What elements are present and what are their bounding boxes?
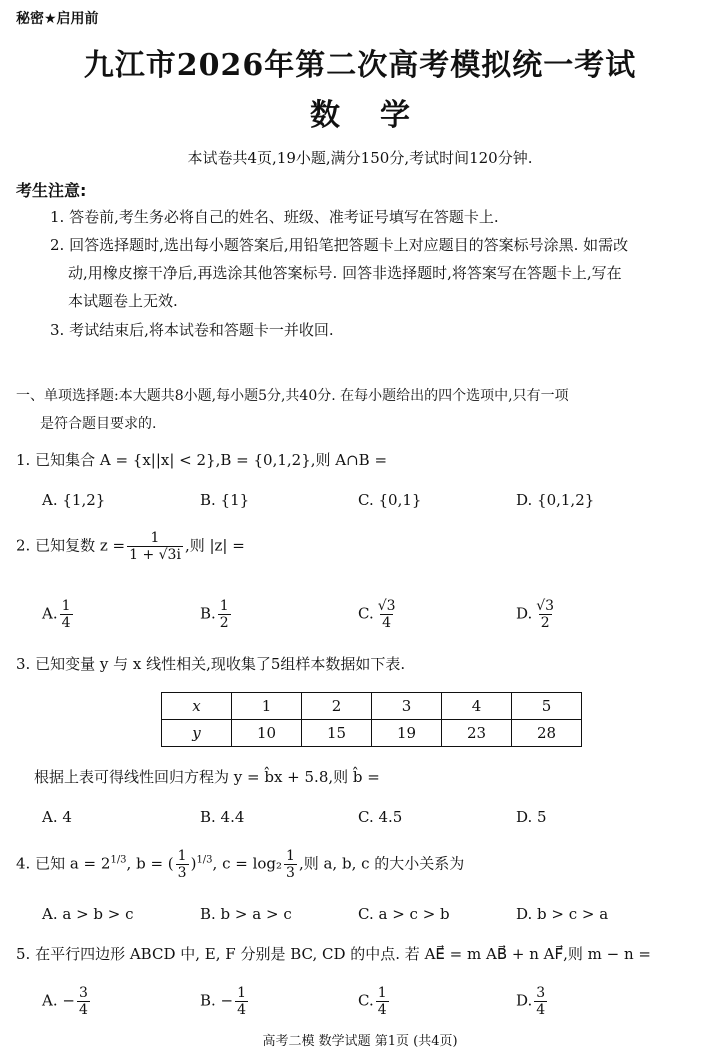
q2-c-fraction [376,598,398,631]
q5-d-label: D. [516,991,533,1010]
q4-part-2: , b = ( [126,854,174,873]
q4-b-den: 3 [177,865,187,881]
q5-option-a [42,985,92,1018]
subject-title: 数学 [310,98,450,133]
q4-part-3: ) [190,854,197,873]
q4-fraction-c [284,848,297,881]
q2-c-den: 4 [382,615,392,631]
q4-fraction-b [176,848,189,881]
q4-exponent-1: 1/3 [110,854,127,866]
table-cell: 3 [372,693,442,720]
question-4-stem [16,848,464,881]
q2-a-fraction [60,598,73,631]
q4-option-d: D. b > c > a [516,905,609,923]
notice-item-1: 1. 答卷前,考生务必将自己的姓名、班级、准考证号填写在答题卡上. [50,208,499,226]
table-row-y [162,720,582,747]
q4-c-num: 1 [286,848,295,864]
q5-c-label: C. [358,991,374,1010]
q2-denominator: 1 + √3i [129,547,181,563]
q5-option-c [358,985,391,1018]
table-cell: 28 [512,720,582,747]
q3-data-table [161,692,582,747]
q2-d-fraction [534,598,556,631]
q2-b-label: B. [200,604,216,623]
section-1-heading-cont: 是符合题目要求的. [40,416,157,432]
q5-b-num: 1 [237,985,247,1001]
table-cell: 23 [442,720,512,747]
q2-option-a [42,598,75,631]
q3-option-a: A. 4 [42,808,72,826]
q2-c-label: C. [358,604,374,623]
q5-d-den: 4 [536,1002,546,1018]
table-cell: 2 [302,693,372,720]
question-1-stem: 1. 已知集合 A = {x||x| < 2},B = {0,1,2},则 A∩B = [16,451,388,469]
q2-numerator: 1 [150,530,160,546]
q5-b-fraction [235,985,248,1018]
q2-d-num: √3 [536,598,555,614]
q2-b-fraction [218,598,231,631]
q4-exponent-2: 1/3 [196,854,213,866]
q2-fraction [127,530,183,563]
q1-option-d: D. {0,1,2} [516,491,595,509]
table-cell: 10 [232,720,302,747]
q5-a-fraction [77,985,90,1018]
y-header: y [192,724,201,742]
table-cell: 1 [232,693,302,720]
q3-option-b: B. 4.4 [200,808,245,826]
q4-c-den: 3 [286,865,295,881]
q5-c-den: 4 [377,1002,387,1018]
q2-option-c [358,598,400,631]
table-cell [162,720,232,747]
question-3-stem: 3. 已知变量 y 与 x 线性相关,现收集了5组样本数据如下表. [16,655,406,673]
notice-item-2-line-3: 本试题卷上无效. [68,292,178,310]
q1-option-b: B. {1} [200,491,250,509]
q3-follow-text: 根据上表可得线性回归方程为 y = b̂x + 5.8,则 b̂ = [34,768,380,786]
q5-b-den: 4 [237,1002,247,1018]
q5-b-label: B. − [200,991,234,1010]
exam-title: 九江市2026年第二次高考模拟统一考试 [83,48,637,83]
q2-c-num: √3 [377,598,396,614]
question-5-stem: 5. 在平行四边形 ABCD 中, E, F 分别是 BC, CD 的中点. 若 AE⃗ = m AB⃗ + n AF⃗,则 m − n = [16,945,651,963]
notice-item-3: 3. 考试结束后,将本试卷和答题卡一并收回. [50,321,334,339]
secret-label: 秘密★启用前 [16,11,99,27]
question-2-stem [16,530,245,563]
exam-info: 本试卷共4页,19小题,满分150分,考试时间120分钟. [187,149,533,167]
q4-b-num: 1 [177,848,187,864]
table-cell: 15 [302,720,372,747]
q5-c-fraction [376,985,389,1018]
q2-option-d [516,598,558,631]
q1-option-c: C. {0,1} [358,491,422,509]
q5-option-b [200,985,250,1018]
table-cell: 4 [442,693,512,720]
notice-item-2-line-2: 动,用橡皮擦干净后,再选涂其他答案标号. 回答非选择题时,将答案写在答题卡上,写在 [68,264,622,282]
q3-option-c: C. 4.5 [358,808,403,826]
q3-option-d: D. 5 [516,808,547,826]
q2-a-den: 4 [61,615,71,631]
q5-d-fraction [534,985,547,1018]
q5-c-num: 1 [377,985,387,1001]
q5-d-num: 3 [536,985,546,1001]
q1-option-a: A. {1,2} [42,491,106,509]
q5-a-den: 4 [78,1002,88,1018]
q2-stem-pre: 2. 已知复数 z = [16,536,126,555]
q2-a-num: 1 [61,598,71,614]
q2-b-num: 1 [219,598,229,614]
q4-part-4: , c = log₂ [212,854,283,873]
x-header: x [192,697,201,715]
table-cell: 19 [372,720,442,747]
q2-d-label: D. [516,604,533,623]
q4-part-5: ,则 a, b, c 的大小关系为 [298,854,465,873]
notice-heading: 考生注意: [16,181,87,200]
q2-a-label: A. [42,604,58,623]
table-cell [162,693,232,720]
table-row-x [162,693,582,720]
q4-option-a: A. a > b > c [42,905,134,923]
q2-stem-post: ,则 |z| = [184,536,245,555]
q4-option-b: B. b > a > c [200,905,292,923]
page-footer: 高考二模 数学试题 第1页 (共4页) [262,1034,458,1049]
q5-a-num: 3 [78,985,88,1001]
q4-option-c: C. a > c > b [358,905,450,923]
section-1-heading: 一、单项选择题:本大题共8小题,每小题5分,共40分. 在每小题给出的四个选项中,只有一项 [16,388,569,404]
q2-d-den: 2 [540,615,550,631]
notice-item-2-line-1: 2. 回答选择题时,选出每小题答案后,用铅笔把答题卡上对应题目的答案标号涂黑. 如需改 [50,236,629,254]
q5-option-d [516,985,549,1018]
q2-option-b [200,598,233,631]
q2-b-den: 2 [219,615,229,631]
q5-a-label: A. − [42,991,75,1010]
table-cell: 5 [512,693,582,720]
q4-part-1: 4. 已知 a = 2 [16,854,111,873]
